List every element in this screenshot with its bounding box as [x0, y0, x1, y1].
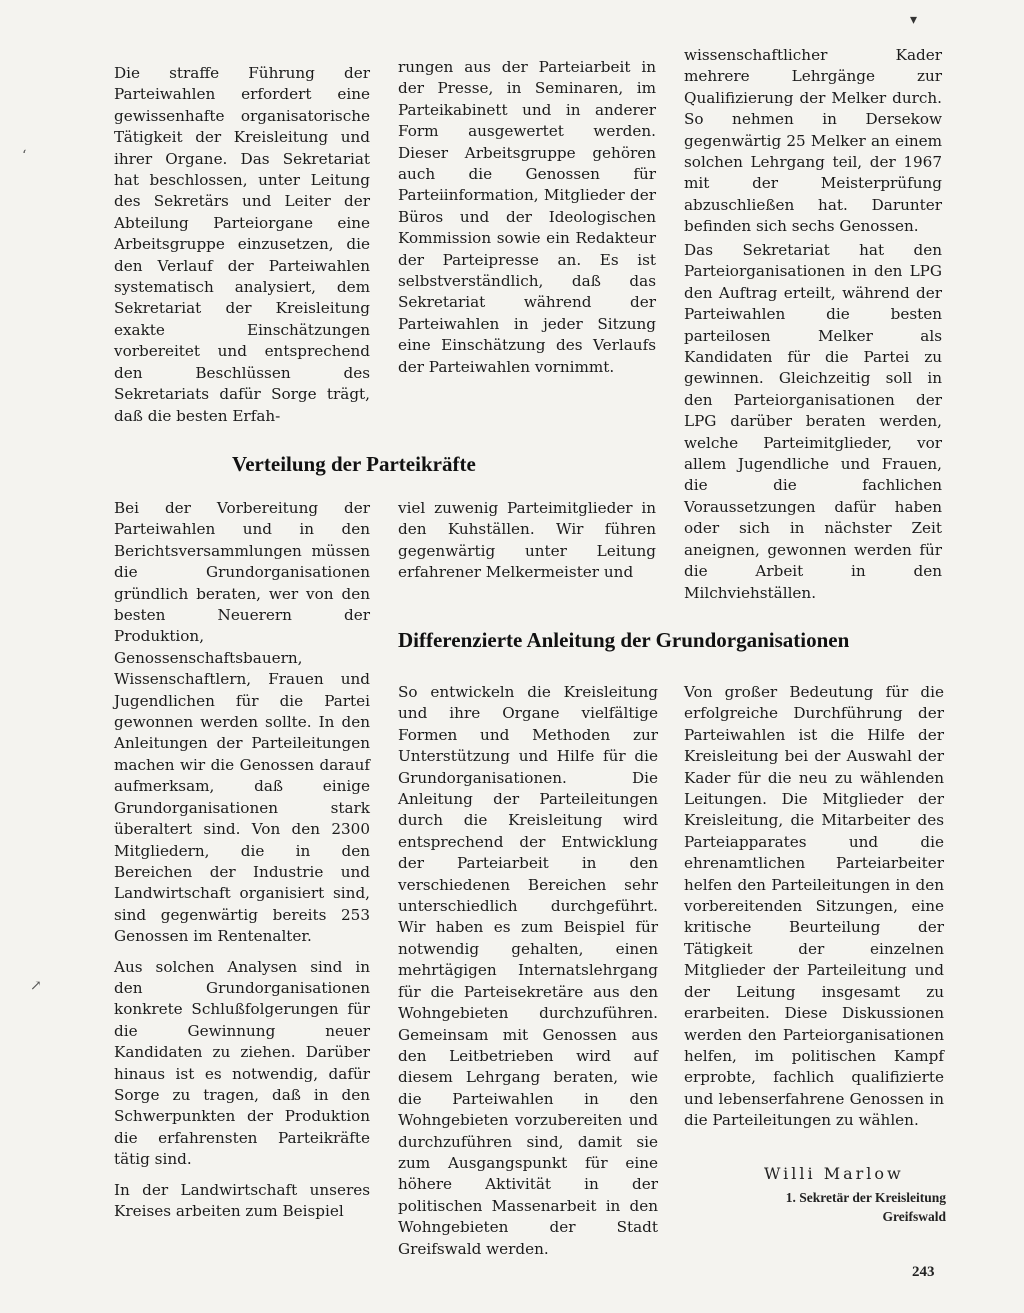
section1-column-1 — [114, 498, 370, 1222]
section1-column-2 — [398, 498, 656, 584]
section2-paragraph-2: Von großer Bedeutung für die erfolgreiche Durchführung der Parteiwahlen ist die Hilfe der Kreisleitung bei der Auswahl der Kader für die neu zu wählenden Leitungen. Die Mitglieder der Kreisleitung, die Mitarbeiter des Parteiapparates und die ehrenamtlichen Parteiarbeiter helfen den Parteileitungen in den vorbereitenden Sitzungen, eine kritische Beurteilung der Tätigkeit der einzelnen Mitglieder der Parteileitung und der Leitung insgesamt zu erarbeiten. Diese Diskussionen werden den Parteiorganisationen helfen, im politischen Kampf erprobte, fachlich qualifizierte und lebenserfahrene Genossen in die Parteileitungen zu wählen. — [684, 683, 944, 1130]
melker-paragraph: wissenschaftlicher Kader mehrere Lehrgänge zur Qualifizierung der Melker durch. So nehmen in Dersekow gegenwärtig 25 Melker an einem solchen Lehrgang teil, der 1967 mit der Meisterprüfung abzuschließen hat. Darunter befinden sich sechs Genossen. — [684, 46, 942, 236]
signature-role-title: 1. Sekretär der Kreisleitung — [785, 1190, 946, 1205]
section2-paragraph-1: So entwickeln die Kreisleitung und ihre Organe vielfältige Formen und Methoden zur Unterstützung und Hilfe für die Grundorganisationen. Die Anleitung der Parteileitungen durch die Kreisleitung wird entsprechend der Entwicklung der Parteiarbeit in den verschiedenen Bereichen sehr unterschiedlich durchgeführt. Wir haben es zum Beispiel für notwendig gehalten, einen mehrtägigen Internatslehrgang für die Parteisekretäre aus den Wohngebieten durchzuführen. Gemeinsam mit Genossen aus den Leitbetrieben wird auf diesem Lehrgang beraten, wie die Parteiwahlen in den Wohngebieten vorzubereiten und durchzuführen sind, damit sie zum Ausgangspunkt für eine höhere Aktivität in der politischen Massenarbeit in den Wohngebieten der Stadt Greifswald werden. — [398, 683, 658, 1258]
section1-paragraph-1: Bei der Vorbereitung der Parteiwahlen und in den Berichtsversammlungen müssen die Grundorganisationen gründlich beraten, wer von den besten Neuerern der Produktion, Genossenschaftsbauern, Wissenschaftlern, Frauen und Jugendlichen für die Partei gewonnen werden sollte. In den Anleitungen der Parteileitungen machen wir die Genossen darauf aufmerksam, daß einige Grundorganisationen stark überaltert sind. Von den 2300 Mitgliedern, die in den Bereichen der Industrie und Landwirtschaft organisiert sind, sind gegenwärtig bereits 253 Genossen im Rentenalter. — [114, 499, 370, 946]
page-number: 243 — [912, 1264, 935, 1280]
intro-column-1 — [114, 63, 370, 427]
intro-paragraph: Die straffe Führung der Parteiwahlen erfordert eine gewissenhafte organisatorische Tätigkeit der Kreisleitung und ihrer Organe. Das Sekretariat hat beschlossen, unter Leitung des Sekretärs und Leiter der Abteilung Parteiorgane eine Arbeitsgruppe einzusetzen, die den Verlauf der Parteiwahlen systematisch analysiert, dem Sekretariat der Kreisleitung exakte Einschätzungen vorbereitet und entsprechend den Beschlüssen des Sekretariats dafür Sorge trägt, daß die besten Erfah- — [114, 64, 370, 425]
right-column-middle — [684, 240, 942, 604]
margin-mark-icon: ‘ — [22, 148, 27, 164]
section1-paragraph-2: Aus solchen Analysen sind in den Grundorganisationen konkrete Schlußfolgerungen für die Gewinnung neuer Kandidaten zu ziehen. Darüber hinaus ist es notwendig, dafür Sorge zu tragen, daß in den Schwerpunkten der Produktion die erfahrensten Parteikräfte tätig sind. — [114, 957, 370, 1169]
intro-column-2 — [398, 57, 656, 378]
section2-column-2 — [684, 682, 944, 1132]
margin-mark-icon: ↗ — [30, 978, 42, 994]
section2-column-1 — [398, 682, 658, 1260]
signature-role-place: Greifswald — [882, 1209, 946, 1224]
section1-paragraph-continued: viel zuwenig Parteimitglieder in den Kuhställen. Wir führen gegenwärtig unter Leitung erfahrener Melkermeister und — [398, 499, 656, 582]
section1-paragraph-3: In der Landwirtschaft unseres Kreises arbeiten zum Beispiel — [114, 1180, 370, 1220]
signature-role — [786, 1188, 946, 1226]
right-column-top — [684, 45, 942, 238]
section-heading-verteilung: Verteilung der Parteikräfte — [232, 452, 476, 476]
signature-name: Willi Marlow — [764, 1164, 904, 1183]
intro-paragraph-continued: rungen aus der Parteiarbeit in der Presse, in Seminaren, im Parteikabinett und in anderer Form ausgewertet werden. Dieser Arbeitsgruppe gehören auch die Genossen für Parteiinformation, Mitglieder der Büros und der Ideologischen Kommission sowie ein Redakteur der Parteipresse an. Es ist selbstverständlich, daß das Sekretariat während der Parteiwahlen in jeder Sitzung eine Einschätzung des Verlaufs der Parteiwahlen vornimmt. — [398, 58, 656, 376]
sekretariat-paragraph: Das Sekretariat hat den Parteiorganisationen in den LPG den Auftrag erteilt, während der Parteiwahlen die besten parteilosen Melker als Kandidaten für die Partei zu gewinnen. Gleichzeitig soll in den Parteiorganisationen der LPG darüber beraten werden, welche Parteimitglieder, vor allem Jugendliche und Frauen, die die fachlichen Voraussetzungen dafür haben oder sich in nächster Zeit aneignen, gewonnen werden für die Arbeit in den Milchviehställen. — [684, 241, 942, 602]
section-heading-anleitung: Differenzierte Anleitung der Grundorganisationen — [398, 628, 850, 652]
corner-mark-icon: ▾ — [910, 12, 918, 28]
